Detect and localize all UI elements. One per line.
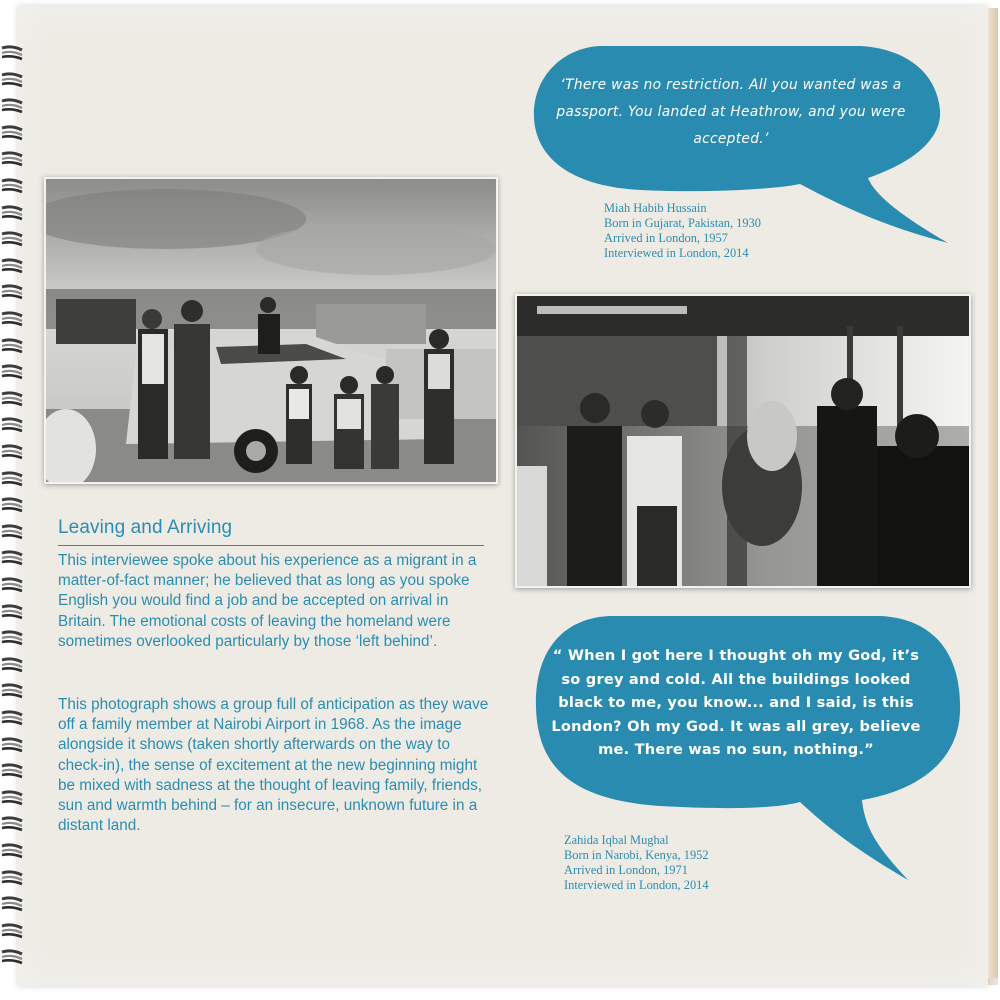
body-paragraph-1: This interviewee spoke about his experience as a migrant in a matter-of-fact manner; he believed that as long as you spoke English you would find a job and be accepted on arrival in Britain. The emotional costs of leaving the homeland were sometimes overlooked particularly by those ‘left behind’. xyxy=(58,552,477,650)
caption-name: Miah Habib Hussain xyxy=(604,201,707,215)
caption-born: Born in Gujarat, Pakistan, 1930 xyxy=(604,216,761,230)
airport-check-in-photo-icon xyxy=(517,296,969,586)
caption-name: Zahida Iqbal Mughal xyxy=(564,833,669,847)
quote-caption-1 xyxy=(604,201,761,261)
caption-arrived: Arrived in London, 1957 xyxy=(604,231,728,245)
caption-interviewed: Interviewed in London, 2014 xyxy=(564,878,709,892)
body-paragraph-2: This photograph shows a group full of anticipation as they wave off a family member at Nairobi Airport in 1968. As the image alongside it shows (taken shortly afterwards on the way to check-in), the sense of excitement at the new beginning might be mixed with sadness at the thought of leaving family, friends, sun and warmth behind – for an insecure, unknown future in a distant land. xyxy=(58,696,489,835)
caption-arrived: Arrived in London, 1971 xyxy=(564,863,688,877)
photo-airport-check-in xyxy=(515,294,971,588)
caption-interviewed: Interviewed in London, 2014 xyxy=(604,246,749,260)
quote-text-1: ‘There was no restriction. All you wanted was a passport. You landed at Heathrow, and you were accepted.’ xyxy=(556,77,906,147)
caption-born: Born in Narobi, Kenya, 1952 xyxy=(564,848,709,862)
quote-text-2: “ When I got here I thought oh my God, it’s so grey and cold. All the buildings looked black to me, you know... and I said, is this London? Oh my God. It was all grey, believe me. There was no sun, nothing.” xyxy=(551,647,921,759)
airport-farewell-photo-icon xyxy=(46,179,496,482)
section-title: Leaving and Arriving xyxy=(58,517,484,546)
quote-caption-2 xyxy=(564,833,709,893)
photo-airport-farewell xyxy=(44,177,498,484)
